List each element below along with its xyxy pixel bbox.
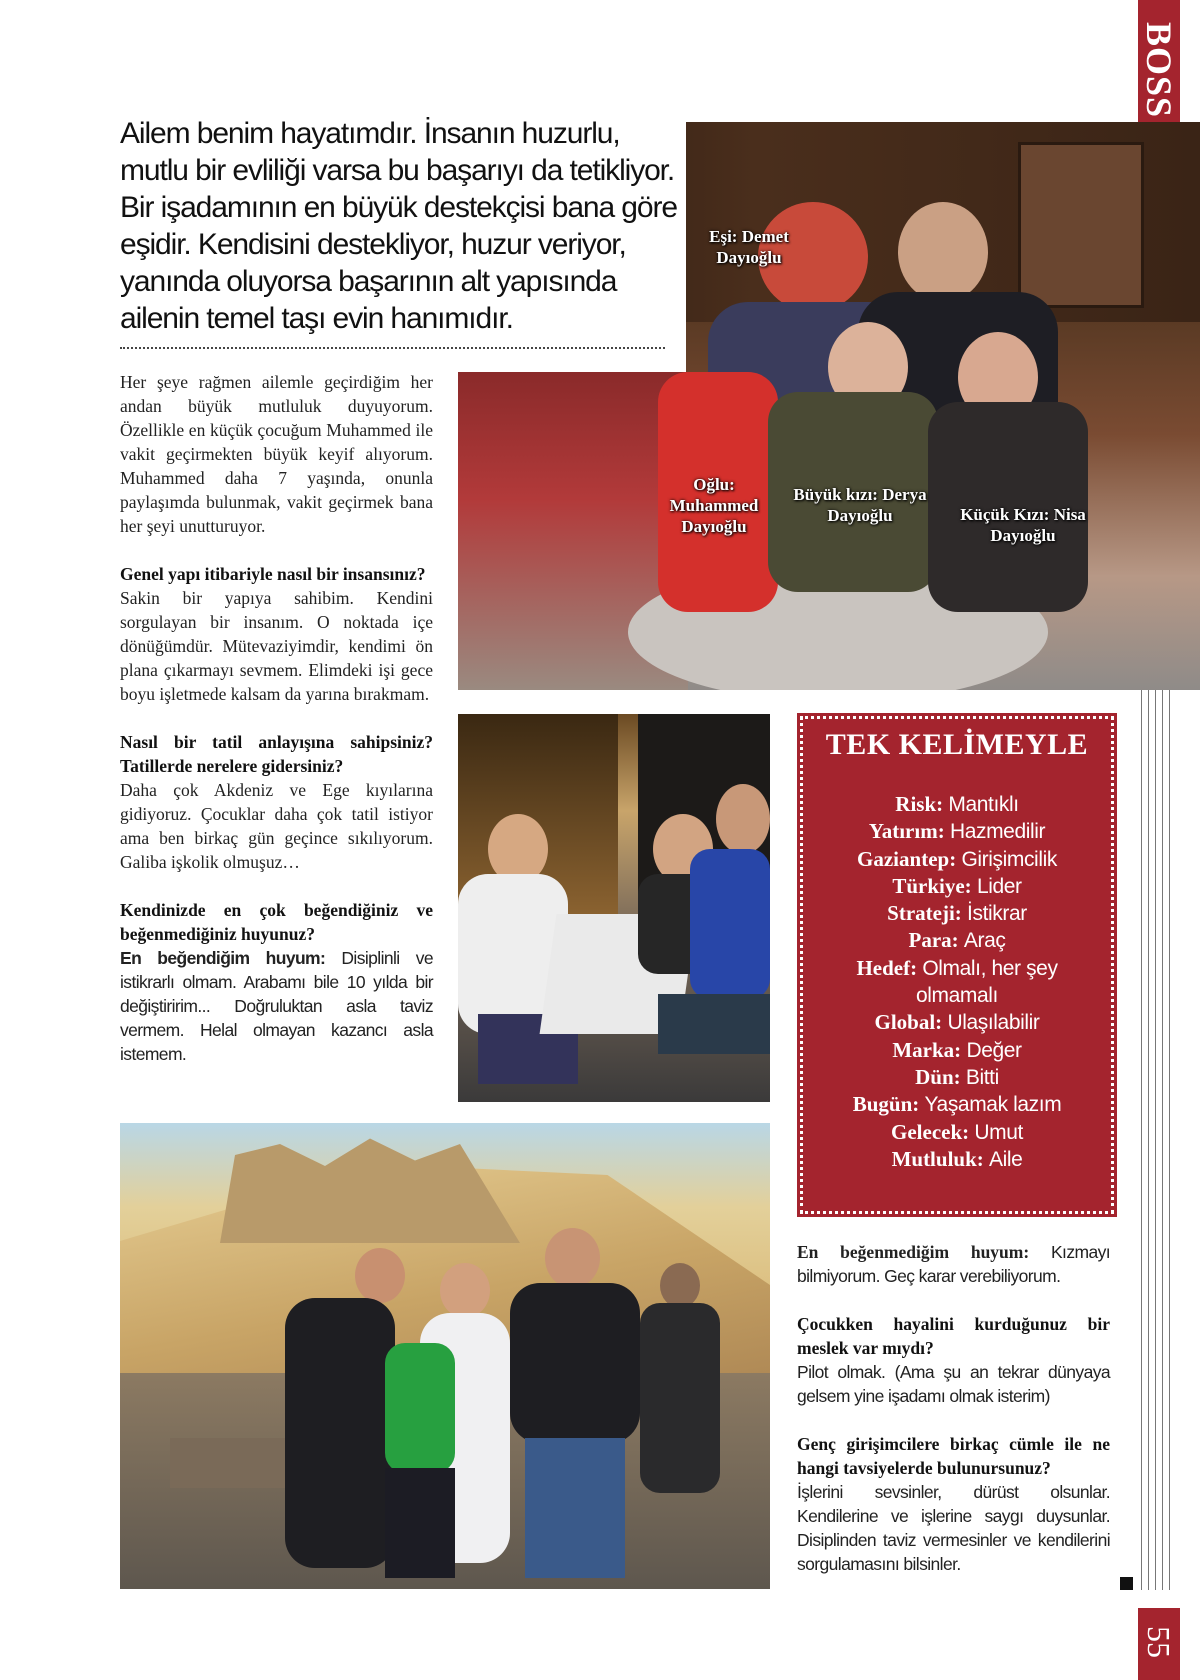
answer: Sakin bir yapıya sahibim. Kendini sorgulayan bir insanım. O noktada içe dönüğümdür. Mütevaziyimdir, kendimi ön plana çıkarmayı sevmem. Elimdeki işi gece boyu işletmede kalsam da yarına bırakmam. <box>120 588 433 704</box>
end-of-article-mark <box>1120 1577 1133 1590</box>
one-word-item: Hedef: Olmalı, her şey olmamalı <box>856 955 1058 1008</box>
answer: Kızmayı bilmiyorum. Geç karar verebiliyorum. <box>797 1242 1110 1286</box>
qa-block <box>797 1312 1110 1408</box>
answer: Daha çok Akdeniz ve Ege kıyılarına gidiyoruz. Çocuklar daha çok tatil istiyor ama ben birkaç gün geçince sıkılıyorum. Galiba işkolik olmuşuz… <box>120 780 433 872</box>
one-word-item: Bugün: Yaşamak lazım <box>852 1092 1062 1117</box>
one-word-item: Global: Ulaşılabilir <box>874 1010 1040 1035</box>
question: Çocukken hayalini kurduğunuz bir meslek var mıydı? <box>797 1314 1110 1358</box>
intro-paragraph: Her şeye rağmen ailemle geçirdiğim her andan büyük mutluluk duyuyorum. Özellikle en küçük çocuğum Muhammed ile vakit geçirmekten büyük keyif alıyorum. Muhammed daha 7 yaşında, onunla paylaşımda bulunmak, vakit geçirmek bana her şeyi unutturuyor. <box>120 372 433 536</box>
qa-block <box>797 1240 1110 1288</box>
question: Genç girişimcilere birkaç cümle ile ne hangi tavsiyelerde bulunursunuz? <box>797 1434 1110 1478</box>
one-word-item: Para: Araç <box>908 928 1006 953</box>
dinner-photo <box>458 714 770 1102</box>
caption-son: Oğlu: Muhammed Dayıoğlu <box>669 475 759 536</box>
one-word-item: Yatırım: Hazmedilir <box>868 819 1046 844</box>
question: Genel yapı itibariyle nasıl bir insansınız? <box>120 564 426 584</box>
page-number: 55 <box>1141 1626 1177 1658</box>
nemrut-photo <box>120 1123 770 1589</box>
caption-younger-daughter: Küçük Kızı: Nisa Dayıoğlu <box>960 505 1086 545</box>
answer: Disiplinli ve istikrarlı olmam. Arabamı bile 10 yılda bir değiştiririm... Doğruluktan asla taviz vermem. Helal olmayan kazancı asla istemem. <box>120 948 433 1064</box>
one-word-item: Türkiye: Lider <box>892 873 1022 898</box>
caption-wife: Eşi: Demet Dayıoğlu <box>709 227 789 267</box>
answer-label: En beğendiğim huyum: <box>120 948 326 968</box>
section-tab-label: BOSS <box>1139 21 1179 119</box>
answer-label: En beğenmediğim huyum: <box>797 1242 1030 1262</box>
one-word-item: Strateji: İstikrar <box>887 901 1027 926</box>
answer: İşlerini sevsinler, dürüst olsunlar. Kendilerine ve işlerine saygı duysunlar. Disiplinden taviz vermesinler ve kendilerini sorgulamasını bilsinler. <box>797 1482 1110 1574</box>
one-word-item: Gaziantep: Girişimcilik <box>857 846 1057 871</box>
qa-block <box>120 730 433 874</box>
question: Nasıl bir tatil anlayışına sahipsiniz? Tatillerde nerelere gidersiniz? <box>120 732 433 776</box>
one-word-item: Gelecek: Umut <box>891 1119 1023 1144</box>
one-word-item: Risk: Mantıklı <box>895 792 1019 816</box>
right-column <box>797 1240 1110 1600</box>
caption-elder-daughter: Büyük kızı: Derya Dayıoğlu <box>793 485 927 525</box>
one-word-item: Mutluluk: Aile <box>891 1146 1023 1171</box>
one-word-title: TEK KELİMEYLE <box>825 728 1089 761</box>
quote-divider <box>120 347 665 349</box>
left-column <box>120 370 433 1090</box>
one-word-list <box>800 791 1114 1173</box>
qa-block <box>120 898 433 1066</box>
intro-quote: Ailem benim hayatımdır. İnsanın huzurlu, mutlu bir evliliği varsa bu başarıyı da tetikliyor. Bir işadamının en büyük destekçisi bana göre eşidir. Kendisini destekliyor, huzur veriyor, yanında oluyorsa başarının alt yapısında ailenin temel taşı evin hanımıdır. <box>120 117 677 335</box>
qa-block <box>797 1432 1110 1576</box>
one-word-item: Marka: Değer <box>892 1037 1022 1062</box>
qa-block <box>120 562 433 706</box>
question: Kendinizde en çok beğendiğiniz ve beğenmediğiniz huyunuz? <box>120 900 433 944</box>
one-word-item: Dün: Bitti <box>915 1064 999 1089</box>
answer: Pilot olmak. (Ama şu an tekrar dünyaya gelsem yine işadamı olmak isterim) <box>797 1362 1110 1406</box>
